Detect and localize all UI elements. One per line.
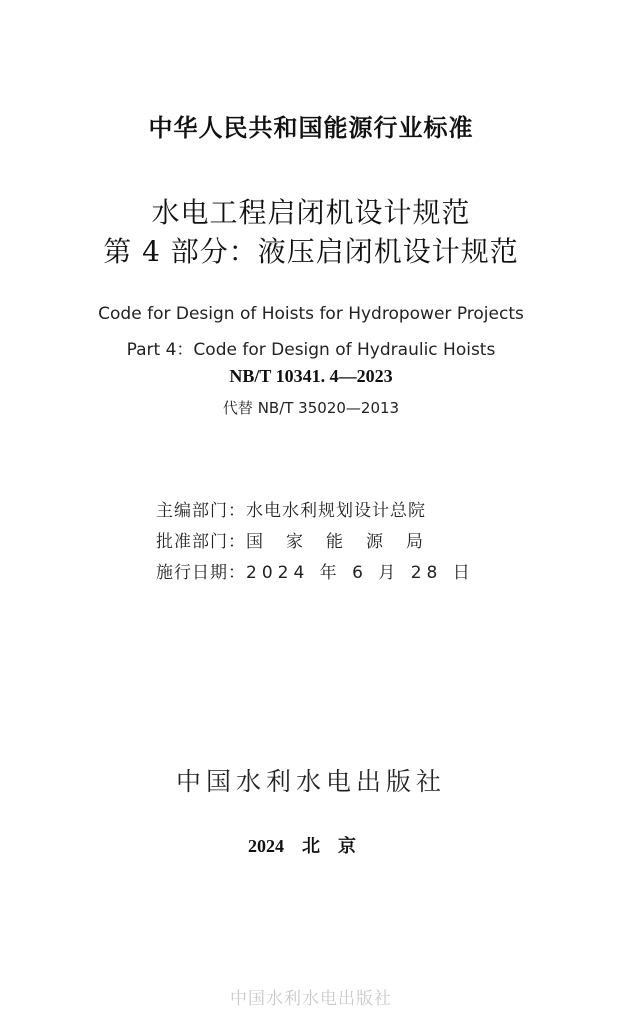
standard-code-number: NB/T 10341. 4—2023	[229, 366, 393, 386]
publisher-name: 中国水利水电出版社	[175, 767, 446, 796]
approver-value: 国家能源局	[246, 532, 446, 552]
approver-row	[156, 527, 475, 558]
publication-info-block	[156, 496, 475, 589]
approver-label: 批准部门：	[156, 532, 246, 552]
title-english-line2: Part 4：Code for Design of Hydraulic Hoists	[126, 340, 496, 360]
effective-date-value: 2024 年 6 月 28 日	[246, 563, 475, 583]
effective-date-row	[156, 558, 475, 589]
editor-row	[156, 496, 475, 527]
industry-standard-heading: 中华人民共和国能源行业标准	[148, 114, 474, 142]
title-chinese-line1: 水电工程启闭机设计规范	[151, 196, 471, 229]
replaces-standard: 代替 NB/T 35020—2013	[222, 399, 400, 417]
publication-year-city	[0, 832, 622, 858]
editor-label: 主编部门：	[156, 501, 246, 521]
title-chinese-line2: 第 4 部分：液压启闭机设计规范	[103, 235, 519, 268]
effective-date-label: 施行日期：	[156, 563, 246, 583]
publisher-watermark: 中国水利水电出版社	[230, 989, 392, 1009]
editor-value: 水电水利规划设计总院	[246, 501, 426, 521]
publication-year: 2024	[248, 836, 284, 856]
publication-city: 北京	[302, 836, 374, 856]
title-english-line1: Code for Design of Hoists for Hydropower Projects	[98, 304, 524, 324]
